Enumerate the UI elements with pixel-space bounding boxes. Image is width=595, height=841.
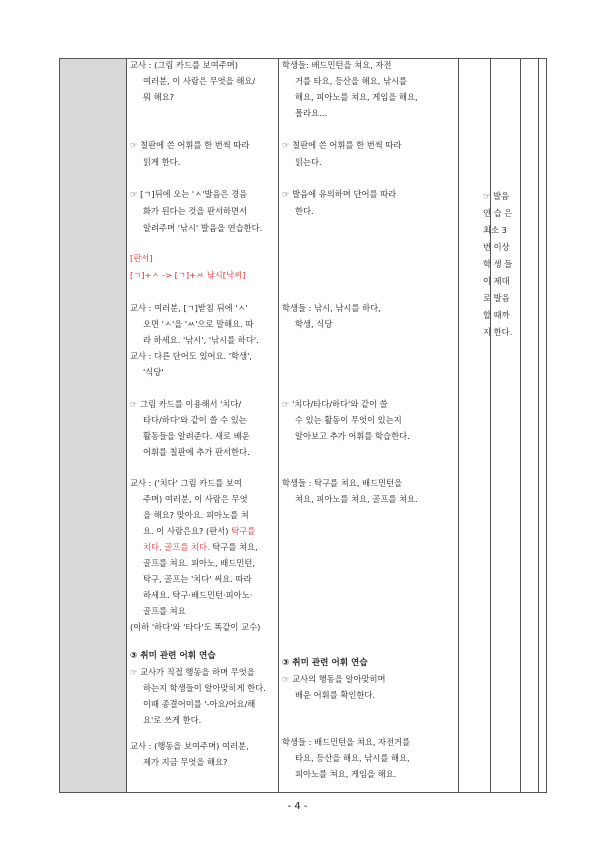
student-line: 수 있는 활동이 무엇이 있는지 (295, 415, 402, 425)
lesson-table (59, 58, 547, 793)
teacher-line (143, 539, 258, 555)
teacher-line: 교사 : 다른 단어도 있어요. '학생', (130, 351, 252, 361)
notes-column (483, 59, 537, 792)
board-text: 탁구를 (231, 526, 256, 536)
student-line: 읽는다. (295, 157, 322, 167)
teacher-line: 하는지 학생들이 알아맞히게 한다. (143, 683, 266, 693)
teacher-line: 교사 : (그림 카드를 보여주며) (130, 60, 238, 70)
student-line: 해요, 피아노를 쳐요, 게임을 해요, (295, 92, 418, 102)
teacher-line: 을 해요? 맞아요. 피아노를 쳐 (143, 510, 249, 520)
teacher-line: 오면 'ㅅ'을 'ㅆ'으로 말해요. 따 (143, 319, 254, 329)
student-line: 한다. (295, 206, 314, 216)
student-line: ☞ 교사의 행동을 알아맞히며 (282, 674, 386, 684)
student-line: ☞ 발음에 유의하며 단어를 따라 (282, 189, 397, 199)
student-line: 학생, 식당 (295, 319, 333, 329)
student-line: 쳐요, 피아노를 쳐요, 골프를 쳐요. (295, 494, 418, 504)
teacher-line: 읽게 한다. (143, 157, 181, 167)
teacher-text: 탁구를 쳐요, (209, 542, 258, 552)
teacher-line: ☞ 그림 카드를 이용해서 '치다/ (130, 399, 242, 409)
teacher-line: ☞ 칠판에 쓴 어휘를 한 번씩 따라 (130, 140, 250, 150)
student-line: 학생들 : 탁구를 쳐요, 배드민턴을 (282, 478, 403, 488)
column-divider (126, 59, 127, 792)
section-heading: ③ 취미 관련 어휘 연습 (130, 651, 216, 661)
teacher-line: ☞ [ㄱ]뒤에 오는 'ㅅ'발음은 경음 (130, 189, 248, 199)
note-line: 최소 3 (483, 225, 507, 235)
student-activity-column (282, 59, 456, 792)
teacher-line: 교사 : (행동을 보여주며) 여러분, (130, 741, 249, 751)
note-line: ☞ 발음 (483, 191, 510, 201)
teacher-line: 화가 된다는 것을 판서하면서 (143, 206, 248, 216)
column-divider (538, 59, 539, 792)
note-line: 이 제대 (483, 276, 510, 286)
note-line: 할 때까 (483, 310, 510, 320)
teacher-line: '식당' (143, 367, 164, 377)
note-line: 로 발음 (483, 293, 510, 303)
student-line: ☞ 칠판에 쓴 어휘를 한 번씩 따라 (282, 140, 402, 150)
teacher-line: (이하 '하다'와 '타다'도 똑같이 교수) (130, 622, 261, 632)
board-content: [ㄱ]+ㅅ -> [ㄱ]+ㅆ 낚시[낙씨] (130, 270, 246, 280)
student-line: 거를 타요, 등산을 해요, 낚시를 (295, 76, 408, 86)
teacher-line: 활동들을 알려준다. 새로 배운 (143, 431, 250, 441)
student-line: ☞ '치다/타다/하다'와 같이 쓸 (282, 399, 388, 409)
teacher-line: 교사 : ('치다' 그림 카드를 보여 (130, 478, 242, 488)
teacher-line: 알려주며 '낚시' 발음을 연습한다. (143, 223, 263, 233)
page-number: - 4 - (287, 801, 308, 812)
student-line: 피아노를 쳐요, 게임을 해요. (295, 769, 397, 779)
column-divider (278, 59, 279, 792)
column-divider (458, 59, 459, 792)
teacher-line: 골프를 쳐요 (143, 606, 186, 616)
teacher-line: ☞ 교사가 직접 행동을 하며 무엇을 (130, 667, 255, 677)
teacher-line: 탁구, 골프는 '치다' 써요. 따라 (143, 574, 252, 584)
shaded-stage-column (60, 59, 126, 792)
teacher-line: 요'로 쓰게 한다. (143, 715, 202, 725)
student-line: 학생들: 배드민턴을 쳐요, 자전 (282, 60, 392, 70)
teacher-line: 뭐 해요? (143, 92, 175, 102)
student-line: 학생들 : 낚시, 낚시를 하다, (282, 303, 381, 313)
board-label: [판서] (130, 253, 153, 263)
teacher-line: 여러분, 이 사람은 무엇을 해요/ (143, 76, 256, 86)
teacher-line: 주며) 여러분, 이 사람은 무엇 (143, 494, 248, 504)
teacher-activity-column (130, 59, 276, 792)
student-line: 몰라요… (295, 108, 328, 118)
teacher-line (143, 523, 255, 539)
teacher-line: 라 하세요. '낚시', '낚시를 하다'. (143, 335, 259, 345)
student-line: 배운 어휘를 확인한다. (295, 690, 376, 700)
note-line: 지 한다. (483, 327, 513, 337)
student-line: 알아보고 추가 어휘를 학습한다. (295, 431, 410, 441)
board-text: 치다, 골프를 치다. (143, 542, 210, 552)
student-line: 학생들 : 배드민턴을 쳐요, 자전거를 (282, 737, 411, 747)
teacher-line: 어휘를 칠판에 추가 판서한다. (143, 447, 250, 457)
teacher-line: 이때 종결어미를 '-아요/어요/해 (143, 699, 256, 709)
teacher-line: 제가 지금 무엇을 해요? (143, 757, 228, 767)
teacher-line: 골프를 쳐요. 피아노, 배드민턴, (143, 558, 256, 568)
note-line: 학 생 들 (483, 259, 513, 269)
note-line: 연 습 은 (483, 208, 513, 218)
note-line: 번 이상 (483, 242, 510, 252)
student-line: 타요, 등산을 해요, 낚시를 해요, (295, 753, 410, 763)
teacher-line: 교사 : 여러분, [ㄱ]받침 뒤에 'ㅅ' (130, 303, 248, 313)
teacher-text: 요. 이 사람은요? (판서) (143, 526, 232, 536)
teacher-line: 하세요. 탁구·배드민턴·피아노· (143, 590, 253, 600)
section-heading: ③ 취미 관련 어휘 연습 (282, 658, 368, 668)
teacher-line: 타다/하다'와 같이 쓸 수 있는 (143, 415, 247, 425)
